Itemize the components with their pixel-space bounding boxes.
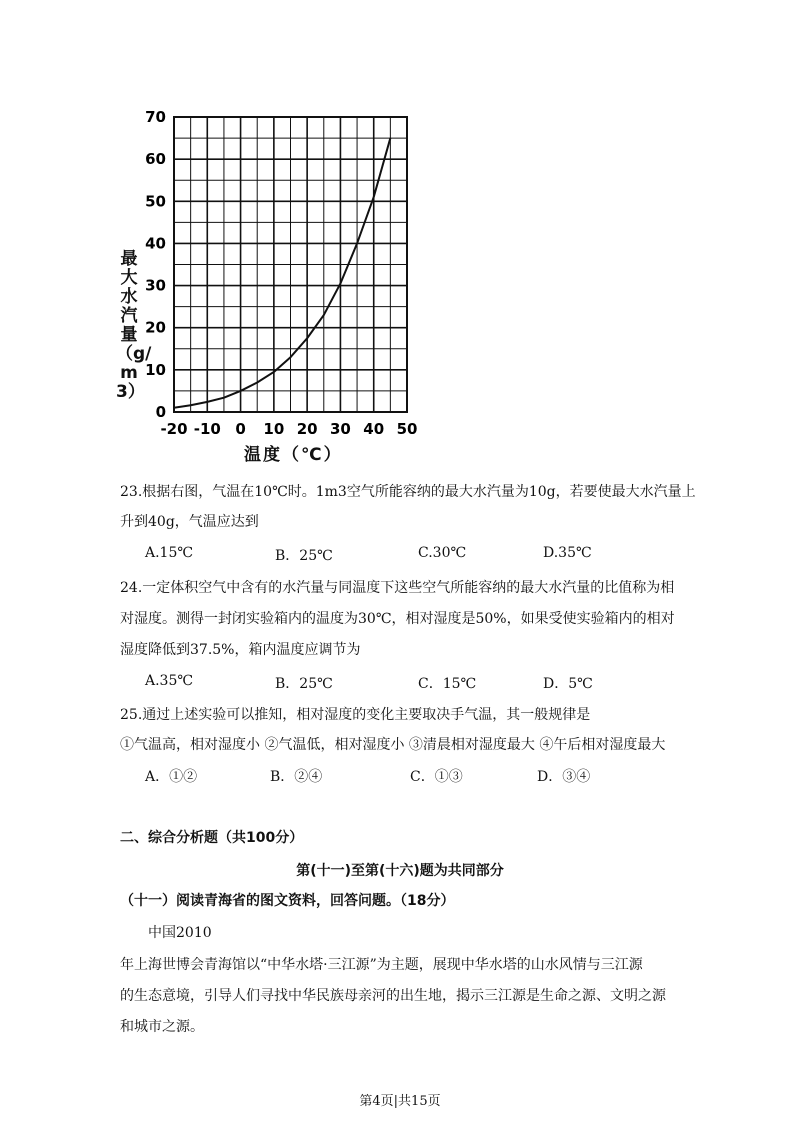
y-tick-label: 30 [145,276,166,295]
y-tick-label: 20 [145,318,166,337]
y-tick-label: 50 [145,192,166,211]
q25-line1: 25.通过上述实验可以推知，相对湿度的变化主要取决手气温，其一般规律是 [120,707,591,723]
y-tick-label: 40 [145,234,166,253]
y-tick-label: 0 [155,403,166,421]
q11-para-line1: 中国2010 [148,925,212,941]
section2-subtitle: 第(十一)至第(十六)题为共同部分 [296,863,504,879]
q23-line1: 23.根据右图，气温在10℃时。1m3空气所能容纳的最大水汽量为10g，若要使最大水汽量上 [120,484,696,500]
x-tick-label: 20 [296,420,318,438]
water-vapor-chart [112,100,442,470]
q11-para-line2: 年上海世博会青海馆以“中华水塔·三江源”为主题，展现中华水塔的山水风情与三江源 [120,957,643,973]
q23-option-c[interactable]: C.30℃ [418,545,467,561]
y-tick-label: 10 [145,360,166,379]
q23-line2: 升到40g，气温应达到 [120,514,259,530]
q24-option-d[interactable]: D．5℃ [543,676,593,692]
x-tick-label: 30 [329,420,351,438]
x-tick-label: -10 [193,420,221,438]
x-tick-label: 40 [363,420,385,438]
q23-option-b[interactable]: B．25℃ [275,548,333,564]
x-tick-label: 50 [396,420,418,438]
q11-title: （十一）阅读青海省的图文资料，回答问题。（18分） [120,893,455,909]
q24-option-a[interactable]: A.35℃ [145,673,194,689]
q11-para-line4: 和城市之源。 [120,1019,204,1035]
q24-option-b[interactable]: B．25℃ [275,676,333,692]
y-tick-label: 70 [145,108,166,126]
q25-option-c[interactable]: C．①③ [410,769,463,785]
section2-title: 二、综合分析题（共100分） [120,830,304,846]
q25-line2: ①气温高，相对湿度小 ②气温低，相对湿度小 ③清晨相对湿度最大 ④午后相对湿度最大 [120,737,666,753]
series-line [174,138,390,408]
chart-y-axis-label: 最大水汽量（g/m3） [116,249,152,402]
q23-option-a[interactable]: A.15℃ [145,545,194,561]
x-tick-label: -20 [160,420,188,438]
q25-option-d[interactable]: D．③④ [537,769,591,785]
chart-x-axis-label: 温度（℃） [244,445,343,465]
q25-option-a[interactable]: A．①② [145,769,198,785]
q11-para-line3: 的生态意境，引导人们寻找中华民族母亲河的出生地，揭示三江源是生命之源、文明之源 [120,988,666,1004]
q24-option-c[interactable]: C．15℃ [418,676,477,692]
q24-line2: 对湿度。测得一封闭实验箱内的温度为30℃，相对湿度是50%，如果受使实验箱内的相对 [120,611,675,627]
x-tick-label: 10 [263,420,285,438]
q25-option-b[interactable]: B．②④ [270,769,323,785]
q24-line3: 湿度降低到37.5%，箱内温度应调节为 [120,642,361,658]
y-tick-label: 60 [145,150,166,169]
chart-plot [112,100,442,440]
q24-line1: 24.一定体积空气中含有的水汽量与同温度下这些空气所能容纳的最大水汽量的比值称为相 [120,580,675,596]
page-footer: 第4页|共15页 [359,1094,441,1109]
q23-option-d[interactable]: D.35℃ [543,545,592,561]
x-tick-label: 0 [235,420,246,438]
